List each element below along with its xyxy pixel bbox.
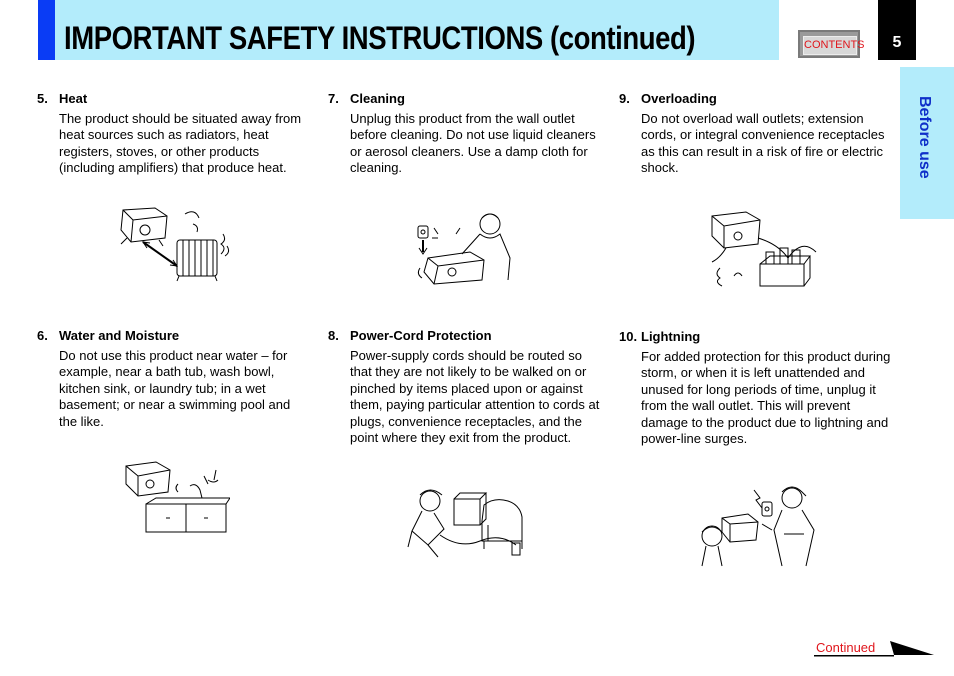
overloading-illustration: [706, 208, 826, 290]
section-heading: [328, 91, 596, 107]
section-lightning: [619, 329, 891, 447]
section-number: 9.: [619, 91, 630, 106]
section-body: Do not overload wall outlets; extension cords, or integral convenience receptacles as this can result in a risk of fire or electric shock.: [641, 111, 885, 176]
section-water: [37, 328, 307, 430]
power-cord-illustration: [404, 485, 528, 561]
section-body: For added protection for this product during storm, or when it is left unattended and unused for long periods of time, unplug it from the wall outlet. This will prevent damage to the product due to lightning and power-line surges.: [641, 349, 891, 447]
section-body: The product should be situated away from heat sources such as radiators, heat registers, stoves, or other products (including amplifiers) that produce heat.: [59, 111, 302, 176]
side-tab-label: Before use: [916, 96, 933, 179]
lightning-illustration: [696, 484, 822, 568]
section-number: 8.: [328, 328, 339, 343]
section-title: Water and Moisture: [59, 328, 180, 343]
heat-illustration: [115, 204, 235, 284]
section-title: Lightning: [641, 329, 701, 344]
section-heading: [37, 328, 307, 344]
water-illustration: [120, 456, 230, 538]
contents-button[interactable]: [798, 30, 865, 58]
page-number-box: [878, 0, 916, 60]
section-number: 7.: [328, 91, 339, 106]
section-title: Overloading: [641, 91, 717, 106]
section-body: Power-supply cords should be routed so that they are not likely to be walked on or pinched by items placed upon or against them, paying particular attention to cords at plugs, convenience receptacles, and the point where they exit from the product.: [350, 348, 600, 446]
cleaning-illustration: [410, 208, 528, 288]
continued-link[interactable]: Continued: [816, 640, 876, 655]
section-body: Do not use this product near water – for example, near a bath tub, wash bowl, kitchen sink, or laundry tub; in a wet basement; or near a swimming pool and the like.: [59, 348, 291, 429]
section-heading: [619, 329, 891, 345]
section-heading: [328, 328, 600, 344]
section-title: Heat: [59, 91, 88, 106]
section-number: 10.: [619, 329, 638, 344]
page-title: IMPORTANT SAFETY INSTRUCTIONS (continued): [64, 20, 696, 56]
contents-button-label: CONTENTS: [803, 36, 857, 55]
section-heat: [37, 91, 307, 177]
section-heading: [619, 91, 891, 107]
continued-arrow-icon[interactable]: [812, 641, 938, 659]
section-number: 5.: [37, 91, 48, 106]
section-number: 6.: [37, 328, 48, 343]
section-title: Power-Cord Protection: [350, 328, 492, 343]
section-heading: [37, 91, 307, 107]
title-accent-bar: [38, 0, 55, 60]
page-number: 5: [892, 34, 902, 51]
section-cleaning: [328, 91, 596, 177]
section-title: Cleaning: [350, 91, 405, 106]
section-overloading: [619, 91, 891, 177]
section-power-cord: [328, 328, 600, 446]
section-body: Unplug this product from the wall outlet before cleaning. Do not use liquid cleaners or aerosol cleaners. Use a damp cloth for cleaning.: [350, 111, 596, 176]
